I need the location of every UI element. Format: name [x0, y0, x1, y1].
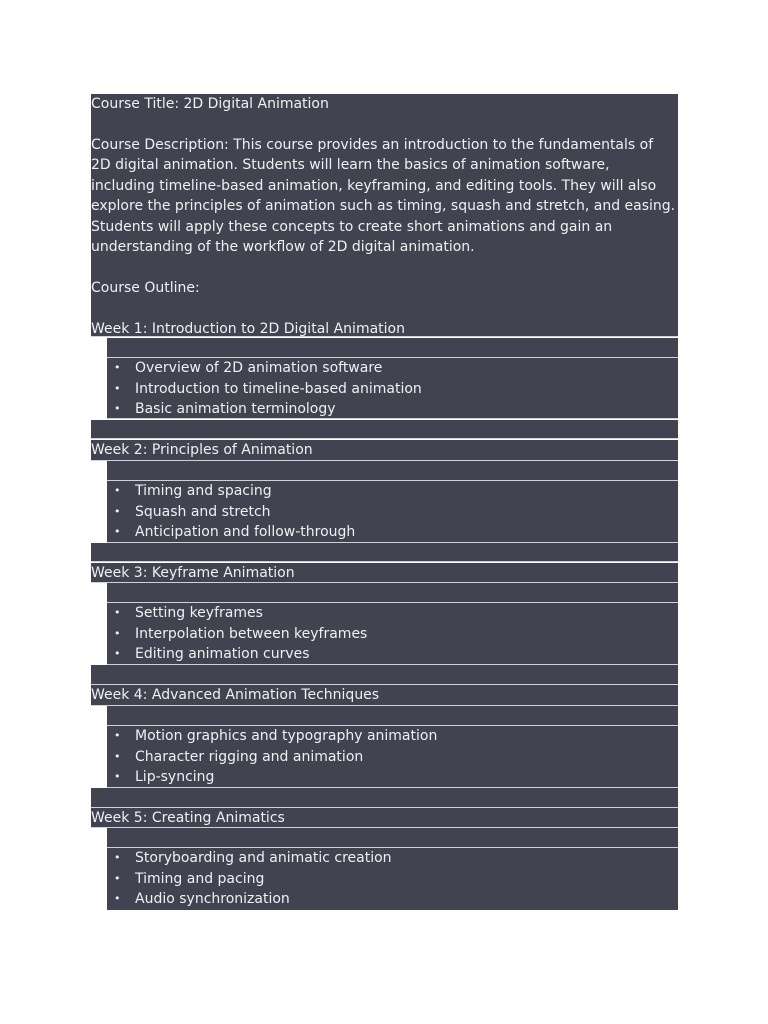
bullet-icon: •	[114, 606, 121, 619]
list-item: • Basic animation terminology	[107, 399, 678, 420]
list-item: • Setting keyframes	[107, 603, 678, 624]
bullet-icon: •	[114, 871, 121, 885]
list-item: • Character rigging and animation	[107, 747, 678, 768]
week-1-list	[107, 358, 678, 419]
spacer-row	[107, 583, 678, 603]
list-item: • Anticipation and follow-through	[107, 522, 678, 543]
spacer-row	[107, 706, 678, 726]
bullet-icon: •	[114, 770, 121, 784]
bullet-icon: •	[114, 381, 121, 395]
week-heading-3: Week 3: Keyframe Animation	[91, 563, 678, 583]
bullet-icon: •	[114, 626, 121, 640]
intro-block	[91, 94, 678, 337]
course-title: Course Title: 2D Digital Animation	[91, 96, 329, 112]
list-item: • Timing and spacing	[107, 481, 678, 502]
week-heading-2: Week 2: Principles of Animation	[91, 440, 678, 461]
list-item: • Lip-syncing	[107, 767, 678, 788]
bullet-list	[107, 848, 678, 910]
bullet-icon: •	[114, 729, 121, 742]
week-5-list	[107, 848, 678, 910]
bullet-icon: •	[114, 749, 121, 763]
bullet-icon: •	[114, 525, 121, 539]
bullet-icon: •	[114, 361, 121, 374]
week-heading-4: Week 4: Advanced Animation Techniques	[91, 685, 678, 706]
spacer-row	[91, 665, 678, 685]
spacer-row	[91, 420, 678, 439]
week-3-list	[107, 603, 678, 665]
course-description: Course Description: This course provides an introduction to the fundamentals of 2D digital animation. Students will learn the basics of animation software, including timeline-based animation, keyframing, and editing tools. They will also explore the principles of animation such as timing, squash and stretch, and easing. Students will apply these concepts to create short animations and gain an understanding of the workflow of 2D digital animation.	[91, 136, 676, 256]
bullet-icon: •	[114, 851, 121, 864]
list-item: • Editing animation curves	[107, 644, 678, 665]
list-item: • Overview of 2D animation software	[107, 358, 678, 379]
list-item: • Timing and pacing	[107, 869, 678, 890]
spacer-row	[91, 788, 678, 808]
bullet-list	[107, 481, 678, 543]
bullet-icon: •	[114, 892, 121, 906]
week-2-list	[107, 481, 678, 543]
list-item: • Interpolation between keyframes	[107, 624, 678, 645]
course-outline-label: Course Outline:	[91, 280, 200, 297]
bullet-list	[107, 603, 678, 665]
spacer-row	[107, 828, 678, 848]
week-4-list	[107, 726, 678, 788]
list-item: • Audio synchronization	[107, 889, 678, 910]
bullet-list	[107, 726, 678, 788]
list-item: • Storyboarding and animatic creation	[107, 848, 678, 869]
bullet-list	[107, 358, 678, 420]
week-heading-1: Week 1: Introduction to 2D Digital Animation	[91, 320, 405, 337]
bullet-icon: •	[114, 484, 121, 497]
spacer-row	[107, 338, 678, 358]
bullet-icon: •	[114, 647, 121, 661]
list-item: • Motion graphics and typography animation	[107, 726, 678, 747]
bullet-icon: •	[114, 504, 121, 518]
bullet-icon: •	[114, 402, 121, 416]
spacer-row	[107, 461, 678, 481]
list-item: • Squash and stretch	[107, 502, 678, 523]
spacer-row	[91, 543, 678, 562]
list-item: • Introduction to timeline-based animation	[107, 379, 678, 400]
week-heading-5: Week 5: Creating Animatics	[91, 808, 678, 828]
